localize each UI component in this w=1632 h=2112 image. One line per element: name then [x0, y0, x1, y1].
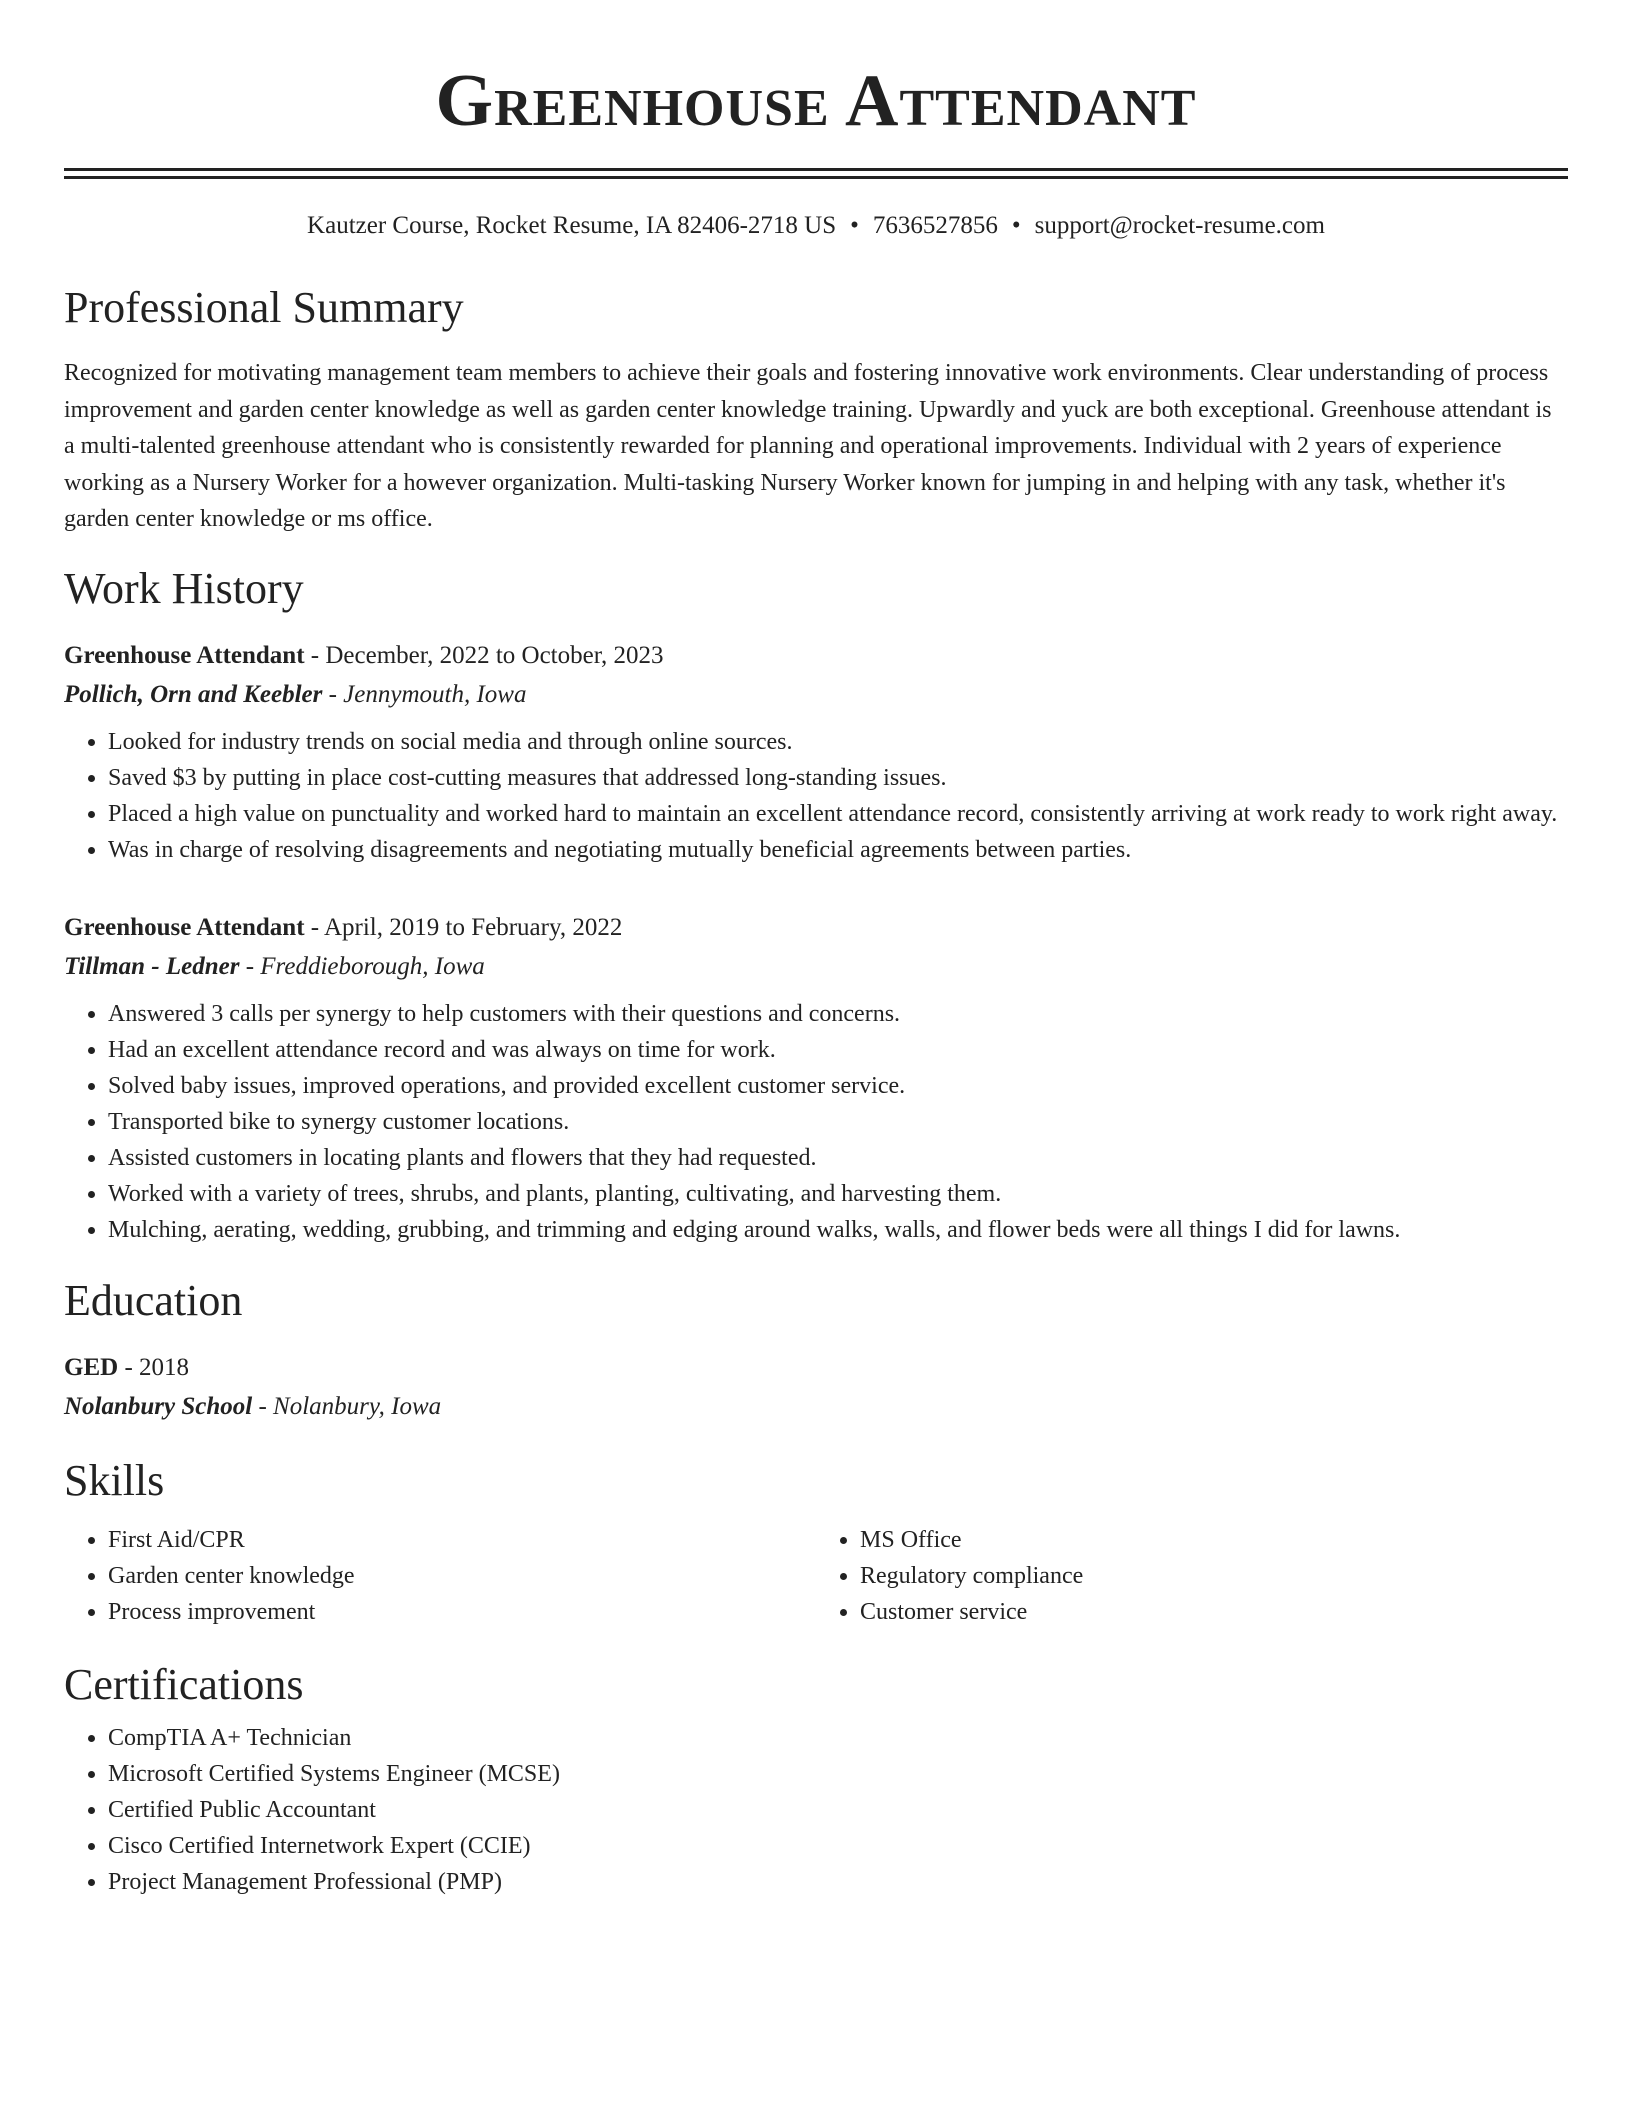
job-title-line — [64, 908, 1568, 947]
education-year: - 2018 — [118, 1353, 190, 1381]
job-location: - Freddieborough, Iowa — [239, 952, 485, 980]
list-item: • Project Management Professional (PMP) — [108, 1864, 1568, 1900]
list-item: • Solved baby issues, improved operations, and provided excellent customer service. — [108, 1068, 1568, 1104]
contact-address: Kautzer Course, Rocket Resume, IA 82406-2718 US — [307, 212, 837, 239]
job-role: Greenhouse Attendant — [64, 913, 305, 941]
contact-phone: 7636527856 — [872, 212, 998, 239]
summary-text: Recognized for motivating management team members to achieve their goals and fostering innovative work environments. Clear understanding of process improvement and garden center knowledge as well as garden center knowledge training. Upwardly and yuck are both exceptional. Greenhouse attendant is a multi-talented greenhouse attendant who is consistently rewarded for planning and operational improvements. Individual with 2 years of experience working as a Nursery Worker for a however organization. Multi-tasking Nursery Worker known for jumping in and helping with any task, whether it's garden center knowledge or ms office. — [64, 360, 1552, 532]
list-item: • Garden center knowledge — [108, 1558, 816, 1594]
list-item: • Customer service — [860, 1594, 1568, 1630]
education-school: Nolanbury School — [64, 1392, 253, 1420]
list-item: • Process improvement — [108, 1594, 816, 1630]
job-location: - Jennymouth, Iowa — [322, 680, 527, 708]
education-degree: GED — [64, 1353, 119, 1381]
list-item: • Placed a high value on punctuality and worked hard to maintain an excellent attendance record, consistently arriving at work ready to work right away. — [108, 796, 1568, 832]
section-title-work-history: Work History — [64, 563, 304, 613]
list-item: • Transported bike to synergy customer locations. — [108, 1104, 1568, 1140]
list-item: • Looked for industry trends on social media and through online sources. — [108, 724, 1568, 760]
list-item: • Microsoft Certified Systems Engineer (MCSE) — [108, 1756, 1568, 1792]
list-item: • Mulching, aerating, wedding, grubbing, and trimming and edging around walks, walls, and flower beds were all things I did for lawns. — [108, 1212, 1568, 1248]
list-item: • Worked with a variety of trees, shrubs, and plants, planting, cultivating, and harvesting them. — [108, 1176, 1568, 1212]
list-item: • Assisted customers in locating plants and flowers that they had requested. — [108, 1140, 1568, 1176]
job-bullets — [64, 996, 1568, 1248]
list-item: • Regulatory compliance — [860, 1558, 1568, 1594]
section-title-skills: Skills — [64, 1455, 165, 1505]
job-entry — [64, 908, 1568, 1248]
education-degree-line — [64, 1348, 1568, 1387]
list-item: • Saved $3 by putting in place cost-cutting measures that addressed long-standing issues. — [108, 760, 1568, 796]
education-entry — [64, 1348, 1568, 1426]
list-item: • MS Office — [860, 1522, 1568, 1558]
job-bullets — [64, 724, 1568, 868]
job-dates: - April, 2019 to February, 2022 — [304, 913, 623, 941]
job-company: Tillman - Ledner — [64, 952, 240, 980]
section-title-summary: Professional Summary — [64, 283, 464, 332]
resume-name: Greenhouse Attendant — [435, 60, 1197, 142]
skills-list-right — [816, 1522, 1568, 1630]
skills-columns — [64, 1522, 1568, 1630]
education-location: - Nolanbury, Iowa — [252, 1392, 442, 1420]
job-role: Greenhouse Attendant — [64, 641, 305, 669]
job-company-line — [64, 947, 1568, 986]
list-item: • Answered 3 calls per synergy to help customers with their questions and concerns. — [108, 996, 1568, 1032]
job-company: Pollich, Orn and Keebler — [64, 680, 323, 708]
section-title-certifications: Certifications — [64, 1659, 304, 1709]
header-double-rule — [64, 168, 1568, 179]
contact-separator: • — [850, 212, 859, 239]
contact-separator: • — [1011, 212, 1021, 239]
certifications-list — [64, 1720, 1568, 1900]
list-item: • Had an excellent attendance record and was always on time for work. — [108, 1032, 1568, 1068]
job-company-line — [64, 675, 1568, 714]
education-school-line — [64, 1387, 1568, 1426]
section-title-education: Education — [64, 1275, 243, 1325]
list-item: • Was in charge of resolving disagreements and negotiating mutually beneficial agreements between parties. — [108, 832, 1568, 868]
contact-line — [64, 211, 1568, 241]
list-item: • CompTIA A+ Technician — [108, 1720, 1568, 1756]
list-item: • Certified Public Accountant — [108, 1792, 1568, 1828]
job-title-line — [64, 636, 1568, 675]
skills-list-left — [64, 1522, 816, 1630]
list-item: • Cisco Certified Internetwork Expert (CCIE) — [108, 1828, 1568, 1864]
list-item: • First Aid/CPR — [108, 1522, 816, 1558]
job-entry — [64, 636, 1568, 868]
contact-email: support@rocket-resume.com — [1034, 212, 1325, 239]
job-dates: - December, 2022 to October, 2023 — [304, 641, 664, 669]
